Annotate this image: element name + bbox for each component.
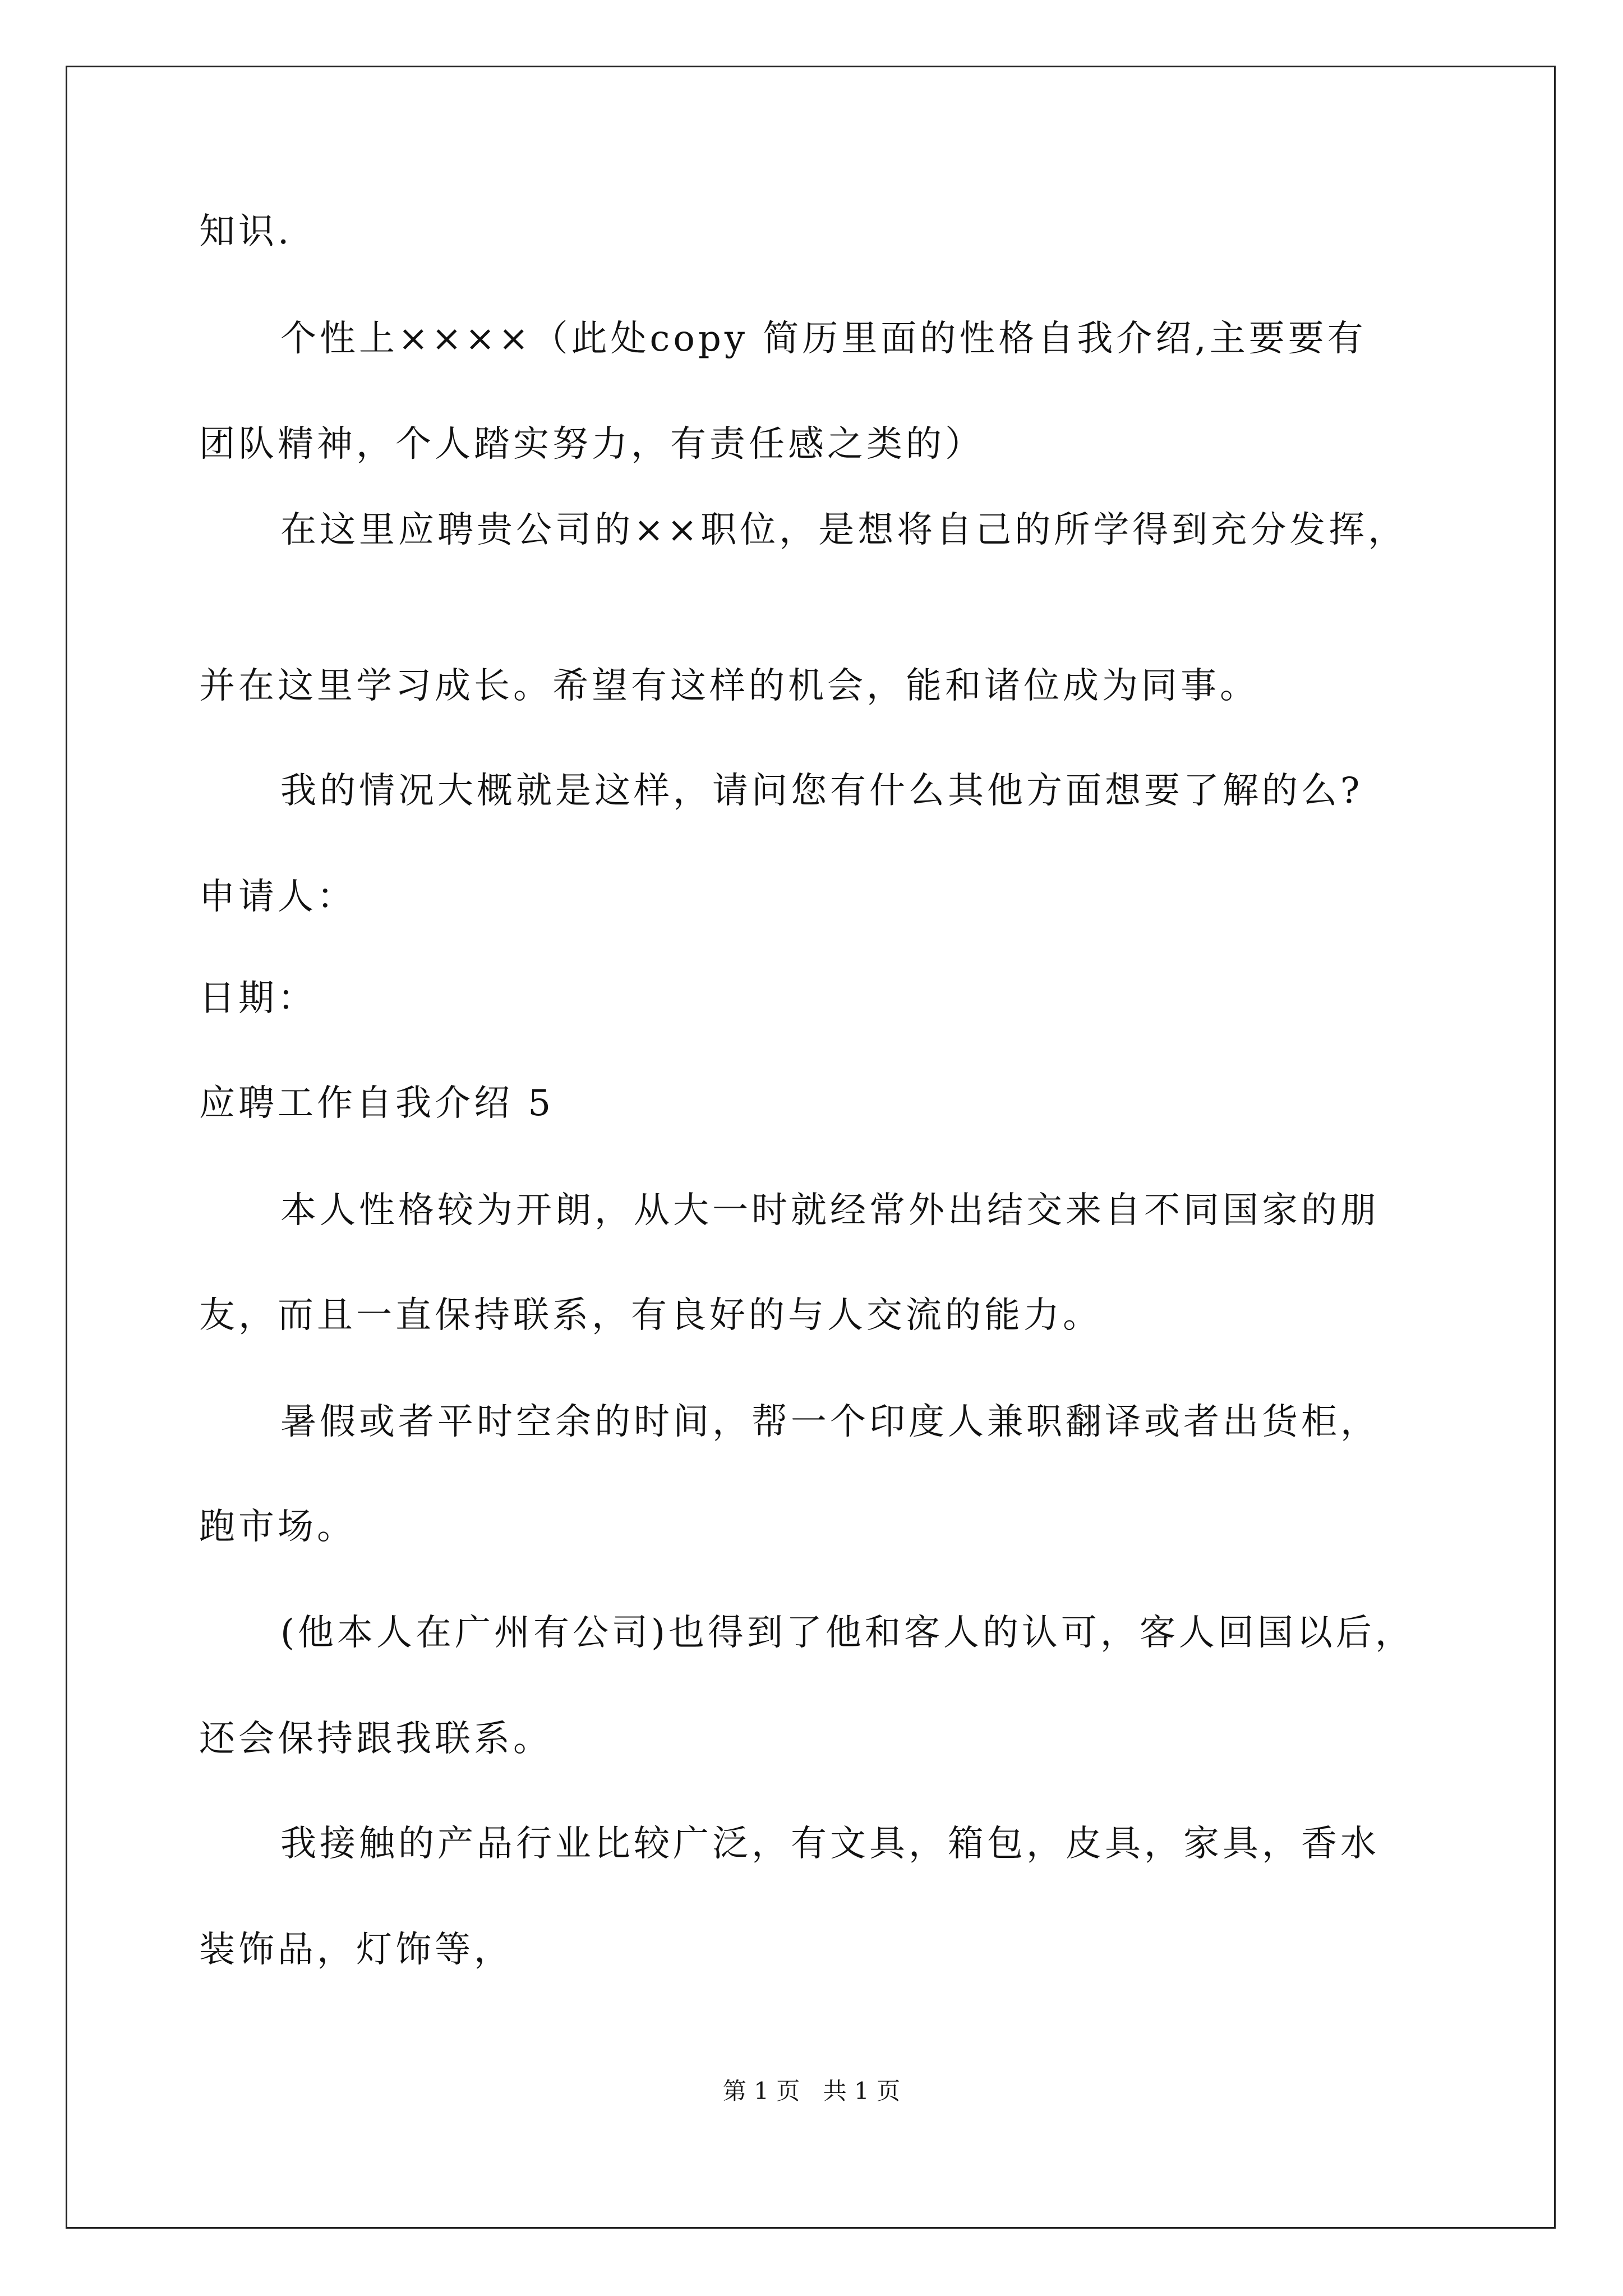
text-line: 友，而且一直保持联系，有良好的与人交流的能力。 bbox=[199, 1295, 1102, 1336]
text-line: 在这里应聘贵公司的××职位，是想将自己的所学得到充分发挥， bbox=[280, 509, 1408, 551]
text-line: 本人性格较为开朗，从大一时就经常外出结交来自不同国家的朋 bbox=[280, 1190, 1380, 1231]
text-line: 个性上××××（此处copy 简历里面的性格自我介绍,主要要有 bbox=[280, 318, 1367, 360]
page-total: 共 1 页 bbox=[823, 2077, 901, 2105]
text-line: 我接触的产品行业比较广泛，有文具，箱包，皮具，家具，香水 bbox=[280, 1823, 1380, 1865]
page-border bbox=[66, 66, 1556, 2229]
text-line: 暑假或者平时空余的时间，帮一个印度人兼职翻译或者出货柜， bbox=[280, 1401, 1380, 1443]
text-line: 装饰品，灯饰等， bbox=[199, 1929, 513, 1971]
text-line: 申请人： bbox=[199, 876, 356, 918]
page-number: 第 1 页 bbox=[722, 2077, 800, 2105]
section-heading: 应聘工作自我介绍 5 bbox=[199, 1083, 555, 1124]
text-line: 并在这里学习成长。希望有这样的机会，能和诸位成为同事。 bbox=[199, 665, 1259, 707]
page-footer bbox=[0, 2077, 1623, 2106]
text-line: 还会保持跟我联系。 bbox=[199, 1718, 552, 1760]
text-line: 团队精神，个人踏实努力，有责任感之类的） bbox=[199, 424, 984, 465]
text-line: 跑市场。 bbox=[199, 1506, 356, 1548]
text-line: 我的情况大概就是这样，请问您有什么其他方面想要了解的么? bbox=[280, 770, 1363, 812]
text-line: (他本人在广州有公司)也得到了他和客人的认可，客人回国以后， bbox=[280, 1612, 1414, 1654]
text-line: 知识. bbox=[199, 211, 293, 252]
text-line: 日期： bbox=[199, 978, 317, 1019]
